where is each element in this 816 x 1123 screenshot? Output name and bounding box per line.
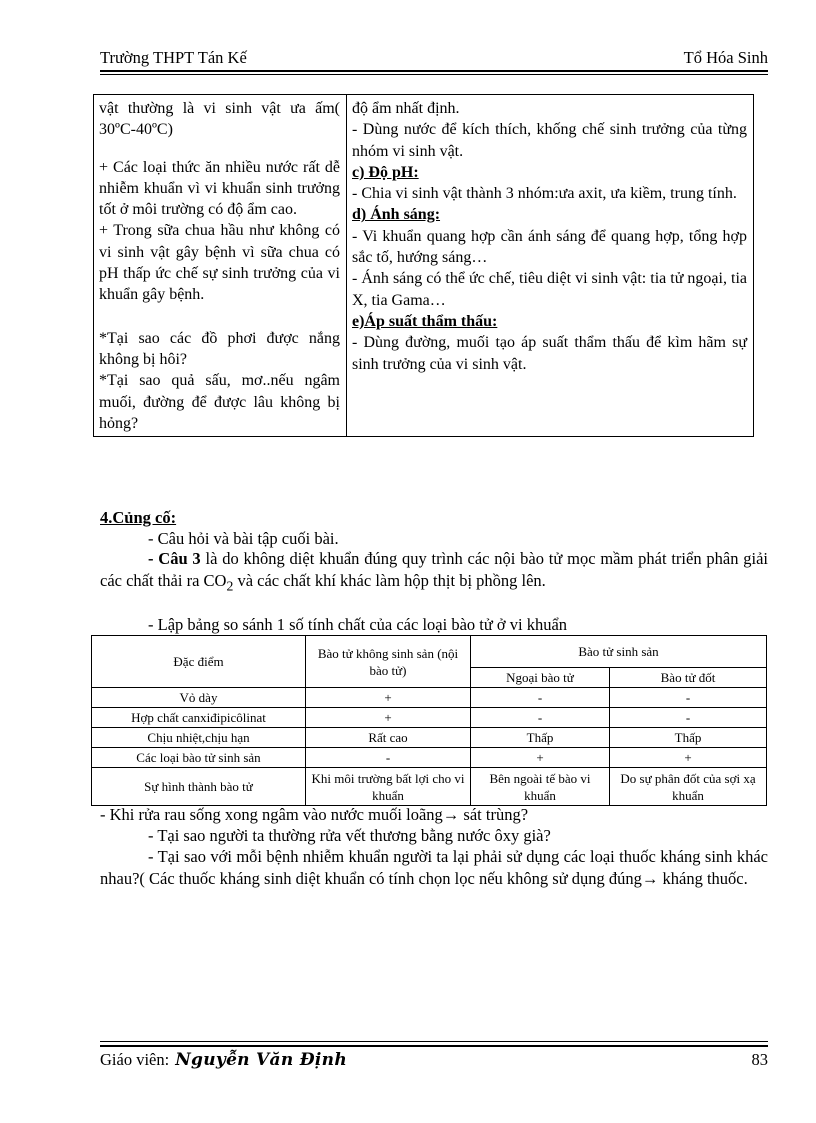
- left-question-2: *Tại sao quả sấu, mơ..nếu ngâm muối, đường để được lâu không bị hỏng?: [99, 372, 340, 432]
- table-row: [92, 708, 767, 728]
- cell-value: -: [471, 708, 610, 728]
- right-l1: độ ẩm nhất định.: [352, 100, 460, 117]
- cell-value: +: [471, 748, 610, 768]
- question-3: - Tại sao với mỗi bệnh nhiễm khuẩn người ta lại phải sử dụng các loại thuốc kháng sinh khác nhau?( Các thuốc kháng sinh diệt khuẩn có tính chọn lọc nếu không sử dụng đúng→ kháng thuốc.: [100, 847, 768, 888]
- page-header: [100, 48, 768, 70]
- page-number: 83: [751, 1050, 768, 1069]
- right-l6: - Dùng đường, muối tạo áp suất thẩm thấu để kìm hãm sự sinh trưởng của vi sinh vật.: [352, 334, 747, 373]
- th-repro: Bào tử sinh sản: [471, 636, 767, 668]
- heading-light: d) Ánh sáng:: [352, 206, 441, 224]
- cell-value: +: [306, 688, 471, 708]
- th-feature: Đặc điểm: [92, 636, 306, 688]
- footer-rule-thin: [100, 1041, 768, 1042]
- cell-value: Thấp: [610, 728, 767, 748]
- right-l4: - Vi khuẩn quang hợp cần ánh sáng để quang hợp, tổng hợp sắc tố, hướng sáng…: [352, 227, 747, 267]
- footer-rule: [100, 1045, 768, 1047]
- table-row: [92, 688, 767, 708]
- heading-osmotic: e)Áp suất thẩm thấu:: [352, 312, 498, 330]
- teacher-signature: Nguyễn Văn Định: [175, 1050, 347, 1070]
- lesson-left-cell: [94, 95, 347, 437]
- cell-feature: Chịu nhiệt,chịu hạn: [92, 728, 306, 748]
- section-line-2a: là do không diệt khuẩn đúng quy trình các nội bào tử mọc mầm phát triển phân giải các chất thải ra CO: [100, 549, 768, 590]
- heading-ph: c) Độ pH:: [352, 163, 419, 181]
- cell-value: -: [610, 708, 767, 728]
- cell-feature: Hợp chất canxiđipicôlinat: [92, 708, 306, 728]
- table-row: [92, 748, 767, 768]
- th-exospore: Ngoại bào tử: [471, 668, 610, 688]
- cell-value: -: [306, 748, 471, 768]
- right-l3: - Chia vi sinh vật thành 3 nhóm:ưa axit, ưa kiềm, trung tính.: [352, 185, 737, 203]
- cell-value: Rất cao: [306, 728, 471, 748]
- cell-value: Thấp: [471, 728, 610, 748]
- spore-comparison-table: [91, 635, 767, 806]
- lesson-table: [93, 94, 754, 437]
- section-line-3: - Lập bảng so sánh 1 số tính chất của các loại bào tử ở vi khuẩn: [148, 615, 568, 634]
- department-name: Tổ Hóa Sinh: [683, 48, 768, 67]
- cell-value: Khi môi trường bất lợi cho vi khuẩn: [306, 768, 471, 806]
- right-l2: - Dùng nước để kích thích, khống chế sinh trưởng của từng nhóm vi sinh vật.: [352, 121, 747, 160]
- cell-feature: Các loại bào tử sinh sản: [92, 748, 306, 768]
- lesson-right-cell: [347, 95, 754, 437]
- section-title: 4.Củng cố:: [100, 508, 177, 527]
- left-p2: + Các loại thức ăn nhiều nước rất dễ nhiễm khuẩn vì vi khuẩn sinh trưởng tốt ở môi trường có độ ẩm cao.: [99, 158, 340, 219]
- question-1: - Khi rửa rau sống xong ngâm vào nước muối loãng→ sát trùng?: [100, 805, 529, 824]
- th-nonrepro: Bào tử không sinh sản (nội bào tử): [306, 636, 471, 688]
- left-p3: + Trong sữa chua hầu như không có vi sinh vật gây bệnh vì sữa chua có pH thấp ức chế sự sinh trưởng của vi khuẩn gây bệnh.: [99, 222, 340, 304]
- cell-value: Do sự phân đốt của sợi xạ khuẩn: [610, 768, 767, 806]
- header-rule-thin: [100, 74, 768, 75]
- left-p1: vật thường là vi sinh vật ưa ấm( 30ºC-40ºC): [99, 100, 340, 139]
- co2-subscript: 2: [226, 577, 234, 593]
- cell-feature: Vỏ dày: [92, 688, 306, 708]
- right-l5: - Ánh sáng có thể ức chế, tiêu diệt vi sinh vật: tia tử ngoại, tia X, tia Gama…: [352, 270, 747, 309]
- school-name: Trường THPT Tán Kế: [100, 48, 247, 67]
- page-footer: [100, 1050, 768, 1070]
- cell-value: +: [610, 748, 767, 768]
- table-row: [92, 768, 767, 806]
- question-2: - Tại sao người ta thường rửa vết thương bằng nước ôxy già?: [148, 826, 551, 845]
- table-row: [92, 728, 767, 748]
- section-line-1: - Câu hỏi và bài tập cuối bài.: [148, 529, 339, 548]
- cell-value: +: [306, 708, 471, 728]
- cell-value: -: [471, 688, 610, 708]
- left-question-1: *Tại sao các đồ phơi được nắng không bị hôi?: [99, 329, 340, 368]
- section-line-2: [100, 548, 768, 596]
- teacher-label: Giáo viên:: [100, 1050, 170, 1069]
- section-line-2b: và các chất khí khác làm hộp thịt bị phồng lên.: [233, 570, 546, 590]
- question-ref: - Câu 3: [148, 549, 201, 568]
- th-segment: Bào tử đốt: [610, 668, 767, 688]
- cell-value: -: [610, 688, 767, 708]
- cell-value: Bên ngoài tế bào vi khuẩn: [471, 768, 610, 806]
- cell-feature: Sự hình thành bào tử: [92, 768, 306, 806]
- header-rule: [100, 70, 768, 72]
